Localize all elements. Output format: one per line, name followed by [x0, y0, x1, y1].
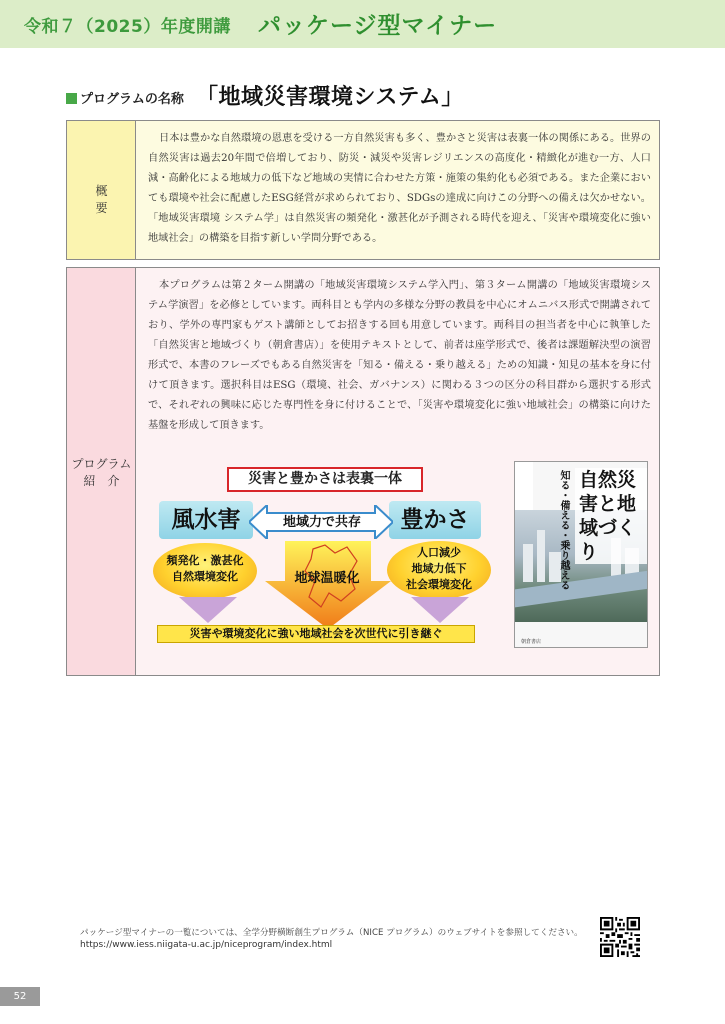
book-publisher: 朝倉書店 — [521, 639, 542, 645]
overview-text: 日本は豊かな自然環境の恩恵を受ける一方自然災害も多く、豊かさと災害は表裏一体の関係にある。世界の自然災害は過去20年間で倍増しており、防災・減災や災害レジリエンスの高度化・精緻化が進む一方、人口減・高齢化による地域力の低下など地域の実情に合わせた方策・施策の集約化も必須である。また企業においても環境や社会に配慮したESG経営が求められており、SDGsの達成に向けこの分野への備えは欠かせない。「地域災害環境 システム学」は自然災害の頻発化・激甚化が予測される時代を迎え、「災害や環境変化に強い地域社会」の構築を目指す新しい学問分野である。 — [148, 133, 651, 244]
left-funnel-icon — [179, 597, 237, 623]
diagram-arrow-label: 地域力で共存 — [282, 515, 361, 530]
square-bullet-icon — [66, 93, 77, 104]
overview-label: 概要 — [95, 184, 128, 215]
diagram-left-blob-text: 頻発化・激甚化 自然環境変化 — [166, 554, 244, 583]
concept-diagram — [153, 463, 495, 648]
overview-side — [67, 121, 136, 259]
diagram-left-label: 風水害 — [159, 501, 253, 539]
program-name: 「地域災害環境システム」 — [196, 85, 464, 110]
intro-side — [67, 268, 136, 675]
intro-text: 本プログラムは第２ターム開講の「地域災害環境システム学入門」、第３ターム開講の「地域災害環境システム学演習」を必修としています。両科目とも学内の多様な分野の教員を中心にオムニバス形式で開講されており、学外の専門家もゲスト講師としてお招きする回も用意しています。両科目の担当者を中心に執筆した「自然災害と地域づくり（朝倉書店）」を使用テキストとして、前者は座学形式で、後者は課題解決型の演習形式で、本書のフレーズでもある自然災害を「知る・備える・乗り越える」ための知識・知見の基本を身に付けて頂きます。選択科目はESG（環境、社会、ガバナンス）に関わる３つの区分の科目群から選択する形式で、それぞれの興味に応じた専門性を身に付けることで、「災害や環境変化に強い地域社会」の構築に向けた基盤を形成して頂きます。 — [148, 280, 651, 431]
header-band — [0, 0, 725, 48]
page-number: 52 — [0, 987, 40, 1006]
book-subtitle: 知る・備える・乗り越える — [558, 470, 569, 590]
overview-box — [66, 120, 660, 260]
book-cover — [514, 461, 648, 648]
diagram-right-label: 豊かさ — [389, 501, 481, 539]
intro-label: プログラム 紹 介 — [71, 457, 132, 488]
diagram-bottom-banner: 災害や環境変化に強い地域社会を次世代に引き継ぐ — [157, 625, 475, 643]
footer-note: パッケージ型マイナーの一覧については、全学分野横断創生プログラム（NICE プログラム）のウェブサイトを参照してください。 — [80, 928, 583, 938]
right-funnel-icon — [411, 597, 469, 623]
qr-code-icon[interactable] — [600, 917, 640, 957]
program-label: プログラムの名称 — [66, 88, 184, 107]
diagram-right-blob-text: 人口減少 地域力低下 社会環境変化 — [406, 546, 472, 591]
footer-url[interactable]: https://www.iess.niigata-u.ac.jp/niceprogram/index.html — [80, 940, 333, 950]
diagram-center-label: 地球温暖化 — [294, 571, 360, 586]
header-year: 令和７（2025）年度開講 — [24, 17, 231, 37]
book-title: 自然災害と地域づくり — [575, 468, 648, 564]
book-spine-band — [515, 462, 533, 510]
diagram-title: 災害と豊かさは表裏一体 — [227, 467, 423, 492]
header-title: パッケージ型マイナー — [258, 13, 498, 39]
